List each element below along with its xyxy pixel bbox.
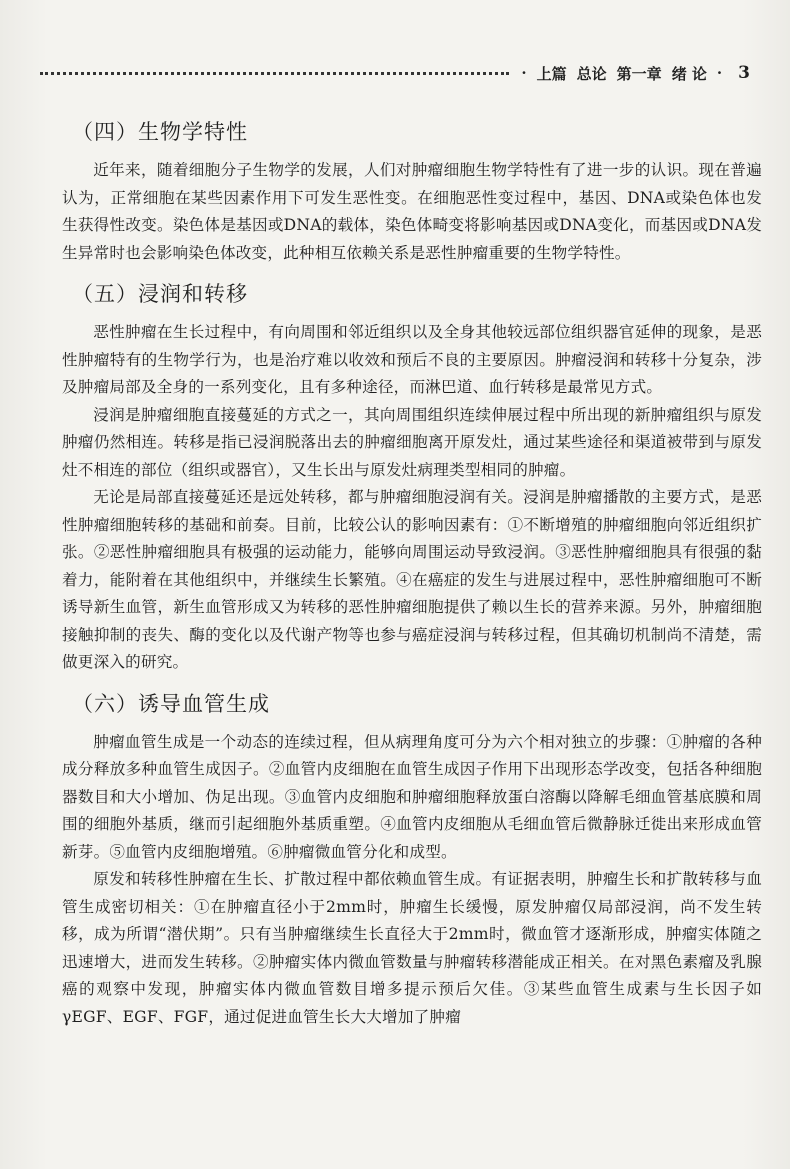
header-part-title: 总论 (576, 64, 607, 83)
section-heading: （四）生物学特性 (72, 120, 248, 144)
section-biological-characteristics (62, 113, 762, 267)
header-chapter-title: 绪 论 (671, 64, 707, 83)
section-invasion-metastasis (62, 275, 762, 677)
paragraph: 近年来，随着细胞分子生物学的发展，人们对肿瘤细胞生物学特性有了进一步的认识。现在普遍认为，正常细胞在某些因素作用下可发生恶性变。在细胞恶性变过程中，基因、DNA或染色体也发生获得性改变。染色体是基因或DNA的载体，染色体畸变将影响基因或DNA变化，而基因或DNA发生异常时也会影响染色体改变，此种相互依赖关系是恶性肿瘤重要的生物学特性。 (62, 161, 762, 262)
header-chapter: 第一章 (616, 64, 662, 83)
section-heading: （五）浸润和转移 (72, 282, 248, 306)
paragraph: 浸润是肿瘤细胞直接蔓延的方式之一，其向周围组织连续伸展过程中所出现的新肿瘤组织与原发肿瘤仍然相连。转移是指已浸润脱落出去的肿瘤细胞离开原发灶，通过某些途径和渠道被带到与原发灶不相连的部位（组织或器官），又生长出与原发灶病理类型相同的肿瘤。 (62, 405, 762, 479)
paragraph: 肿瘤血管生成是一个动态的连续过程，但从病理角度可分为六个相对独立的步骤：①肿瘤的各种成分释放多种血管生成因子。②血管内皮细胞在血管生成因子作用下出现形态学改变，包括各种细胞器数目和大小增加、伪足出现。③血管内皮细胞和肿瘤细胞释放蛋白溶酶以降解毛细血管基底膜和周围的细胞外基质，继而引起细胞外基质重塑。④血管内皮细胞从毛细血管后微静脉迁徙出来形成血管新芽。⑤血管内皮细胞增殖。⑥肿瘤微血管分化和成型。 (62, 732, 762, 861)
paragraph: 恶性肿瘤在生长过程中，有向周围和邻近组织以及全身其他较远部位组织器官延伸的现象，是恶性肿瘤特有的生物学行为，也是治疗难以收效和预后不良的主要原因。肿瘤浸润和转移十分复杂，涉及肿瘤局部及全身的一系列变化，且有多种途径，而淋巴道、血行转移是最常见方式。 (62, 323, 762, 396)
leader-dots (40, 64, 509, 75)
paragraph: 原发和转移性肿瘤在生长、扩散过程中都依赖血管生成。有证据表明，肿瘤生长和扩散转移与血管生成密切相关：①在肿瘤直径小于2mm时，肿瘤生长缓慢，原发肿瘤仅局部浸润，尚不发生转移，成为所谓“潜伏期”。只有当肿瘤继续生长直径大于2mm时，微血管才逐渐形成，肿瘤实体随之迅速增大，进而发生转移。②肿瘤实体内微血管数量与肿瘤转移潜能成正相关。在对黑色素瘤及乳腺癌的观察中发现，肿瘤实体内微血管数目增多提示预后欠佳。③某些血管生成素与生长因子如γEGF、EGF、FGF，通过促进血管生长大大增加了肿瘤 (62, 870, 762, 1026)
section-heading: （六）诱导血管生成 (72, 691, 270, 716)
running-header (40, 60, 750, 86)
page-body (62, 113, 762, 1039)
section-angiogenesis (62, 685, 762, 1032)
header-part: 上篇 (536, 64, 567, 83)
paragraph: 无论是局部直接蔓延还是远处转移，都与肿瘤细胞浸润有关。浸润是肿瘤播散的主要方式，是恶性肿瘤细胞转移的基础和前奏。目前，比较公认的影响因素有：①不断增殖的肿瘤细胞向邻近组织扩张。②恶性肿瘤细胞具有极强的运动能力，能够向周围运动导致浸润。③恶性肿瘤细胞具有很强的黏着力，能附着在其他组织中，并继续生长繁殖。④在癌症的发生与进展过程中，恶性肿瘤细胞可不断诱导新生血管，新生血管形成又为转移的恶性肿瘤细胞提供了赖以生长的营养来源。另外，肿瘤细胞接触抑制的丧失、酶的变化以及代谢产物等也参与癌症浸润与转移过程，但其确切机制尚不清楚，需做更深入的研究。 (62, 488, 762, 671)
page-number: 3 (738, 63, 750, 83)
header-title: · 上篇 总论 第一章 绪 论 · 3 (521, 63, 750, 83)
